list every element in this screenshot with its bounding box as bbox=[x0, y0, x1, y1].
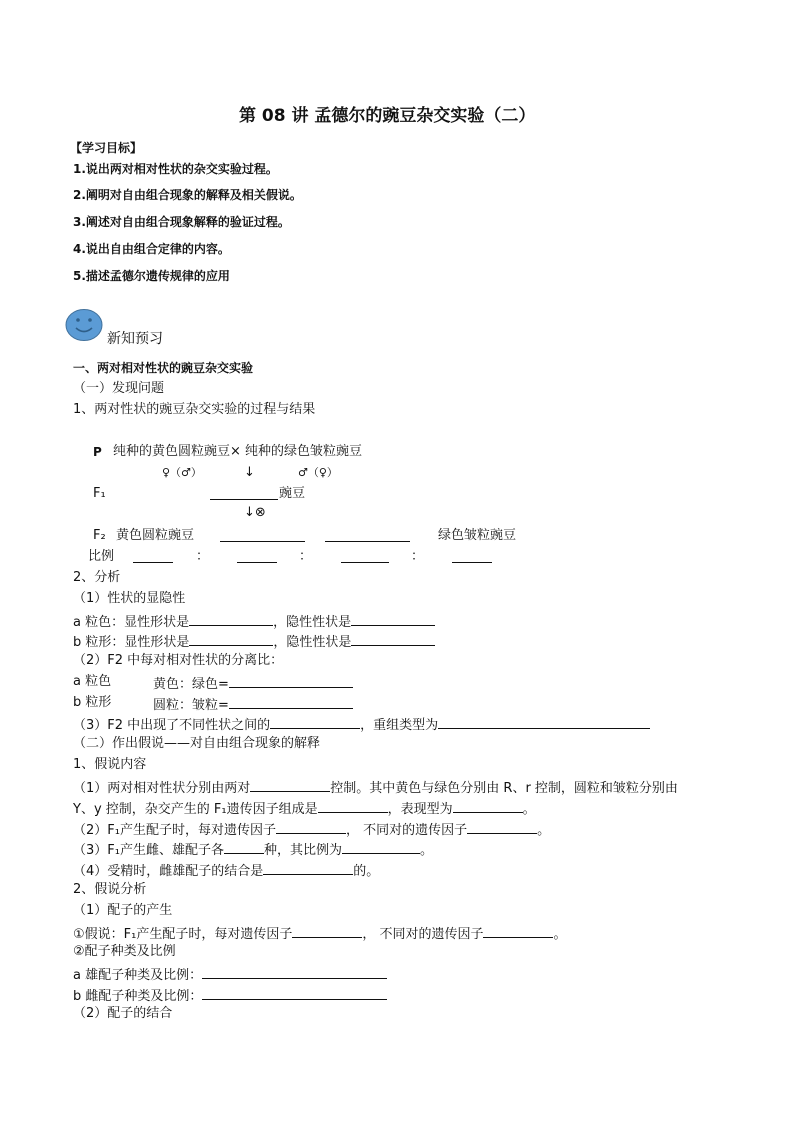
objective-item: 3.阐述对自由组合现象解释的验证过程。 bbox=[73, 215, 290, 229]
female-gametes: b 雌配子种类及比例： bbox=[73, 986, 387, 1005]
ratio-blank-2[interactable] bbox=[237, 549, 277, 563]
ratio-colon: ： bbox=[196, 549, 210, 564]
analysis-heading: 2、分析 bbox=[73, 570, 121, 585]
objective-item: 2.阐明对自由组合现象的解释及相关假说。 bbox=[73, 188, 302, 202]
cross-p-label: P bbox=[93, 445, 102, 459]
analysis-b-shape-2: b 粒形 bbox=[73, 695, 112, 710]
hypothesis-p1-cont: Y、y 控制，杂交产生的 F₁遗传因子组成是 ，表现型为 。 bbox=[73, 799, 536, 818]
objective-item: 5.描述孟德尔遗传规律的应用 bbox=[73, 269, 230, 283]
f2-blank-3[interactable] bbox=[325, 528, 410, 542]
preview-label: 新知预习 bbox=[107, 331, 163, 347]
ratio-blank-3[interactable] bbox=[341, 549, 389, 563]
hypothesis-p4: （4）受精时，雌雄配子的结合是 的。 bbox=[73, 861, 379, 880]
cross-arrow-icon: ↓ bbox=[244, 465, 255, 480]
f1-genotype-blank[interactable] bbox=[318, 799, 388, 813]
f2-blank-2[interactable] bbox=[220, 528, 305, 542]
section1-item1: 1、两对性状的豌豆杂交实验的过程与结果 bbox=[73, 402, 316, 417]
analysis-b-shape: b 粒形：显性形状是 ，隐性性状是 bbox=[73, 632, 435, 651]
dominant-shape-blank[interactable] bbox=[189, 632, 273, 646]
f1-blank[interactable] bbox=[210, 486, 278, 500]
recombinant-type-blank[interactable] bbox=[438, 715, 650, 729]
recessive-color-blank[interactable] bbox=[351, 612, 435, 626]
ratio-label: 比例 bbox=[88, 549, 115, 564]
objective-item: 1.说出两对相对性状的杂交实验过程。 bbox=[73, 162, 278, 176]
hypothesis-heading: 1、假说内容 bbox=[73, 757, 147, 772]
female-gametes-blank[interactable] bbox=[202, 986, 387, 1000]
analysis-q3: （3）F2 中出现了不同性状之间的 ，重组类型为 bbox=[73, 715, 650, 734]
page-title: 第 08 讲 孟德尔的豌豆杂交实验（二） bbox=[239, 106, 536, 126]
recombination-blank[interactable] bbox=[270, 715, 360, 729]
smiley-icon bbox=[65, 308, 103, 342]
yellow-green-ratio: 黄色：绿色= bbox=[153, 674, 353, 693]
recessive-shape-blank[interactable] bbox=[351, 632, 435, 646]
cross-f1-label: F₁ bbox=[93, 486, 106, 501]
male-gametes: a 雄配子种类及比例： bbox=[73, 965, 387, 984]
self-cross-icon: ↓⊗ bbox=[244, 505, 266, 520]
factor-pairs-blank[interactable] bbox=[250, 778, 330, 792]
analysis2-heading: 2、假说分析 bbox=[73, 882, 147, 897]
section1-heading: 一、两对相对性状的豌豆杂交实验 bbox=[73, 361, 254, 375]
section1-sub1: （一）发现问题 bbox=[73, 381, 165, 396]
segregate-blank-2[interactable] bbox=[292, 924, 362, 938]
hypothesis-p1: （1）两对相对性状分别由两对 控制。其中黄色与绿色分别由 R、r 控制，圆粒和皱粒分别由 bbox=[73, 778, 678, 797]
segregate-blank[interactable] bbox=[276, 820, 346, 834]
cross-f1-text: 豌豆 bbox=[279, 486, 306, 501]
section2-heading: （二）作出假说——对自由组合现象的解释 bbox=[73, 736, 321, 751]
fertilization-blank[interactable] bbox=[263, 861, 353, 875]
combine-blank[interactable] bbox=[467, 820, 537, 834]
gamete-fusion: （2）配子的结合 bbox=[73, 1006, 173, 1021]
male-gametes-blank[interactable] bbox=[202, 965, 387, 979]
objective-item: 4.说出自由组合定律的内容。 bbox=[73, 242, 230, 256]
ratio-colon: ： bbox=[299, 549, 313, 564]
hypothesis-p2: （2）F₁产生配子时，每对遗传因子 ， 不同对的遗传因子 。 bbox=[73, 820, 550, 839]
cross-f2-last: 绿色皱粒豌豆 bbox=[438, 528, 517, 543]
gamete-count-blank[interactable] bbox=[224, 840, 264, 854]
analysis-a-color: a 粒色：显性形状是 ，隐性性状是 bbox=[73, 612, 435, 631]
cross-p-text: 纯种的黄色圆粒豌豆× 纯种的绿色皱粒豌豆 bbox=[113, 444, 363, 459]
ratio-blank-4[interactable] bbox=[452, 549, 492, 563]
analysis-q2: （2）F2 中每对相对性状的分离比： bbox=[73, 653, 284, 668]
ratio-colon: ： bbox=[411, 549, 425, 564]
round-wrinkled-blank[interactable] bbox=[229, 695, 353, 709]
analysis-q1: （1）性状的显隐性 bbox=[73, 591, 186, 606]
gamete-hypothesis: ①假说：F₁产生配子时，每对遗传因子 ， 不同对的遗传因子 。 bbox=[73, 924, 567, 943]
analysis-a-color-2: a 粒色 bbox=[73, 674, 112, 689]
cross-f2-label: F₂ bbox=[93, 528, 106, 543]
cross-f2-first: 黄色圆粒豌豆 bbox=[116, 528, 195, 543]
hypothesis-p3: （3）F₁产生雌、雄配子各 种，其比例为 。 bbox=[73, 840, 433, 859]
gamete-production: （1）配子的产生 bbox=[73, 903, 173, 918]
combine-blank-2[interactable] bbox=[483, 924, 553, 938]
objectives-header: 【学习目标】 bbox=[70, 141, 143, 155]
yellow-green-blank[interactable] bbox=[229, 674, 353, 688]
round-wrinkled-ratio: 圆粒：皱粒= bbox=[153, 695, 353, 714]
cross-male-female: ♂（♀） bbox=[298, 466, 338, 479]
gamete-types: ②配子种类及比例 bbox=[73, 944, 176, 959]
f1-phenotype-blank[interactable] bbox=[453, 799, 523, 813]
dominant-color-blank[interactable] bbox=[189, 612, 273, 626]
ratio-blank-1[interactable] bbox=[133, 549, 173, 563]
cross-female-male: ♀（♂） bbox=[162, 466, 202, 479]
gamete-ratio-blank[interactable] bbox=[342, 840, 420, 854]
